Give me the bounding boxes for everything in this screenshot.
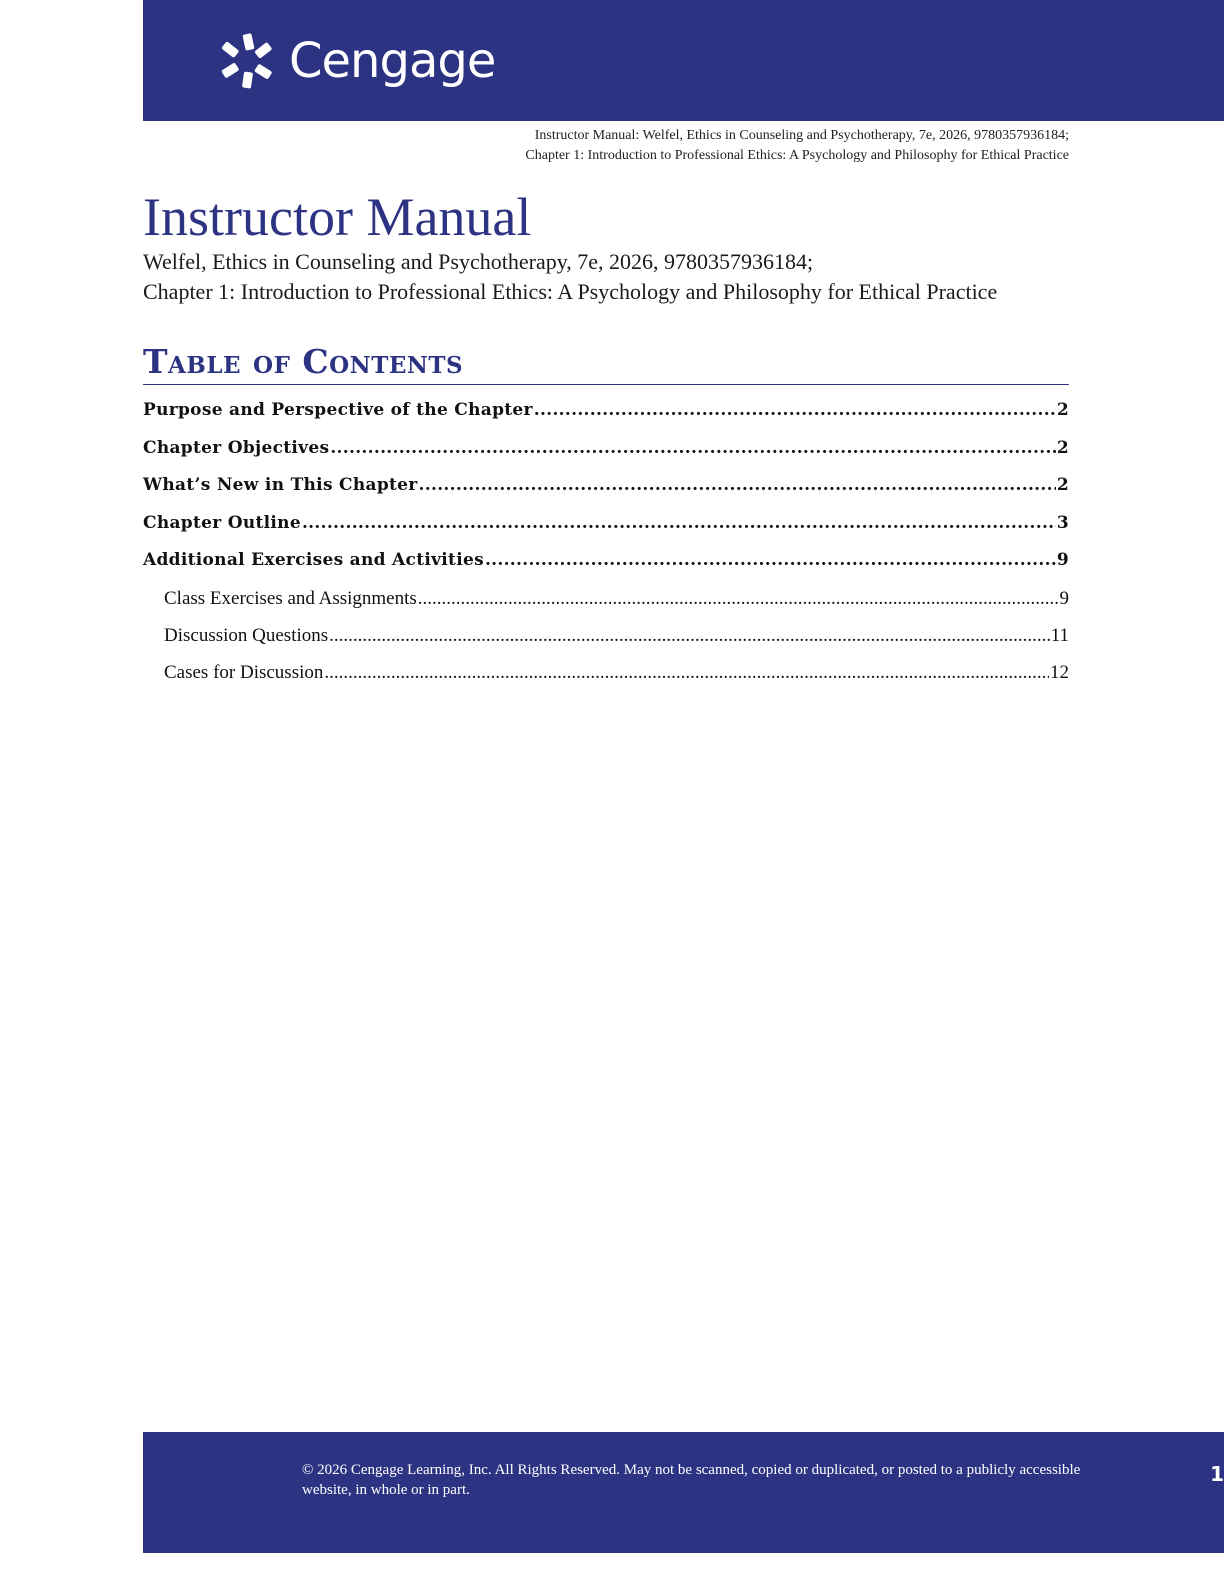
toc-entry-discussion-questions[interactable]: [143, 625, 1069, 662]
toc-dot-leader: [330, 438, 1056, 458]
toc-entry-label: Cases for Discussion: [164, 661, 324, 683]
toc-dot-leader: [324, 662, 1049, 684]
toc-entry-label: What’s New in This Chapter: [143, 475, 418, 495]
toc-entry-class-exercises[interactable]: [143, 588, 1069, 625]
toc-entry-label: Chapter Outline: [143, 512, 301, 533]
cengage-logo: [217, 30, 495, 92]
toc-entry-page: 3: [1056, 512, 1069, 533]
toc-divider: [143, 384, 1069, 385]
toc-entry-additional-exercises[interactable]: [143, 550, 1069, 588]
running-head-line2: Chapter 1: Introduction to Professional Ethics: A Psychology and Philosophy for Ethical Practice: [525, 148, 1069, 163]
copyright-notice: © 2026 Cengage Learning, Inc. All Rights Reserved. May not be scanned, copied or duplicated, or posted to a publicly accessible website, in whole or in part.: [302, 1462, 1081, 1498]
toc-entry-page: 12: [1050, 661, 1069, 683]
cengage-asterisk-icon: [217, 30, 279, 92]
running-head: [525, 126, 1069, 166]
toc-dot-leader: [485, 550, 1056, 570]
toc-entry-page: 2: [1056, 400, 1069, 420]
toc-entry-label: Class Exercises and Assignments: [164, 587, 417, 609]
toc-dot-leader: [418, 588, 1059, 610]
toc-entry-page: 9: [1056, 550, 1069, 570]
subtitle-line2: Chapter 1: Introduction to Professional Ethics: A Psychology and Philosophy for Ethical Practice: [143, 279, 998, 304]
toc-dot-leader: [534, 400, 1056, 420]
toc-entry-whats-new[interactable]: [143, 475, 1069, 513]
toc-dot-leader: [329, 625, 1050, 647]
toc-entry-outline[interactable]: [143, 513, 1069, 551]
logo-wordmark: Cengage: [289, 33, 496, 89]
footer-band: [143, 1432, 1224, 1553]
toc-entry-cases-for-discussion[interactable]: [143, 662, 1069, 699]
toc-heading: Table of Contents: [143, 342, 464, 381]
toc-entry-label: Discussion Questions: [164, 624, 329, 646]
table-of-contents: [143, 400, 1069, 699]
running-head-line1: Instructor Manual: Welfel, Ethics in Counseling and Psychotherapy, 7e, 2026, 9780357936184;: [534, 128, 1069, 143]
toc-entry-label: Chapter Objectives: [143, 437, 330, 458]
toc-entry-purpose[interactable]: [143, 400, 1069, 438]
page-number: 1: [1210, 1462, 1224, 1486]
page-subtitle: [143, 247, 997, 307]
toc-entry-page: 2: [1056, 475, 1069, 495]
toc-entry-page: 2: [1056, 437, 1069, 458]
header-band: [143, 0, 1224, 121]
toc-entry-page: 11: [1050, 624, 1069, 646]
toc-dot-leader: [302, 513, 1056, 533]
toc-entry-objectives[interactable]: [143, 438, 1069, 476]
toc-dot-leader: [419, 475, 1056, 495]
toc-entry-label: Purpose and Perspective of the Chapter: [143, 400, 533, 420]
toc-entry-page: 9: [1059, 587, 1069, 609]
toc-entry-label: Additional Exercises and Activities: [143, 550, 484, 570]
page-title: Instructor Manual: [143, 187, 532, 247]
subtitle-line1: Welfel, Ethics in Counseling and Psychotherapy, 7e, 2026, 9780357936184;: [143, 249, 814, 274]
